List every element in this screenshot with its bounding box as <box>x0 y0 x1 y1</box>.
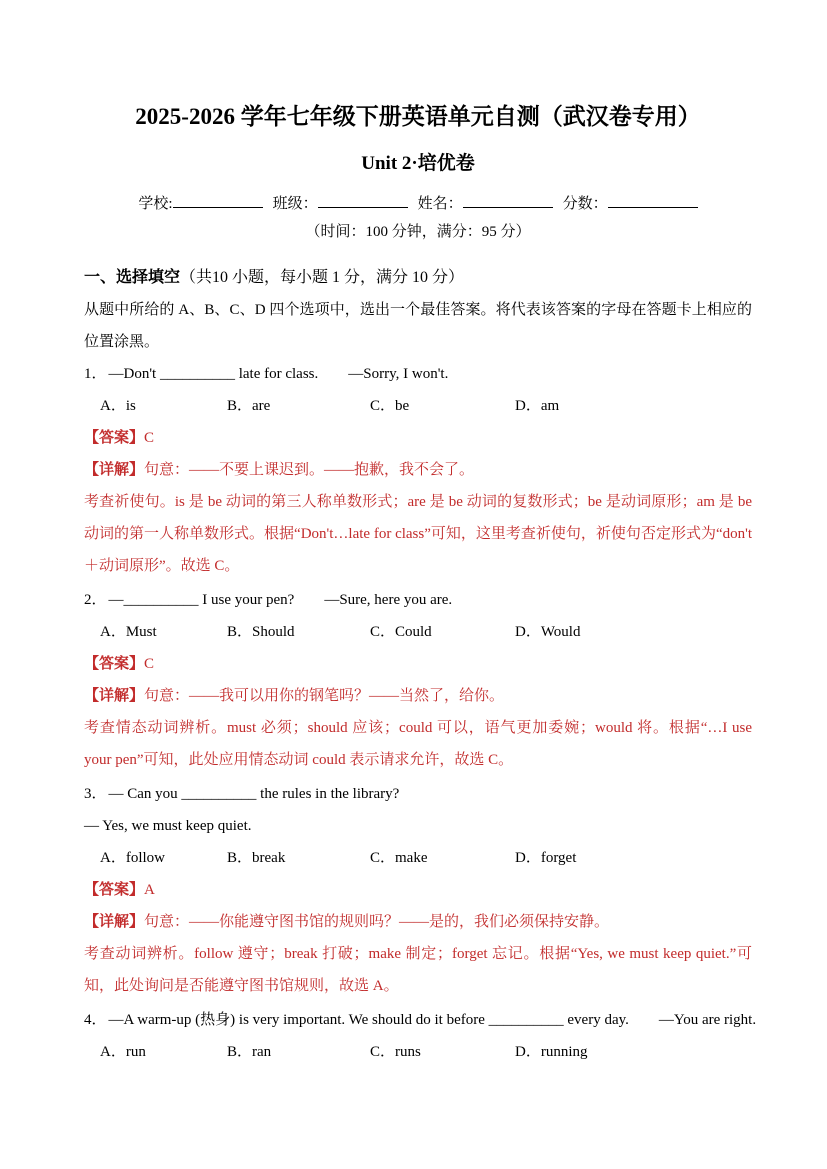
question-stem <box>84 584 752 616</box>
question-text: —A warm-up (热身) is very important. We should do it before __________ every day. —You are right. <box>108 1012 757 1028</box>
option-C: C．be <box>370 398 410 414</box>
answer-label: 【答案】 <box>84 430 145 446</box>
question-number: 4． <box>84 1012 107 1028</box>
question-block <box>84 358 752 582</box>
time-score-line: （时间：100 分钟，满分：95 分） <box>305 224 531 240</box>
question-text: —__________ I use your pen? —Sure, here you are. <box>108 592 453 608</box>
question-stem <box>84 1004 757 1036</box>
analysis-label: 【详解】 <box>84 688 145 704</box>
answer-label: 【答案】 <box>84 656 145 672</box>
option-D: D．Would <box>515 624 581 640</box>
question-number: 1． <box>84 366 107 382</box>
options-row <box>84 390 752 422</box>
analysis-intro: 句意：——你能遵守图书馆的规则吗？——是的，我们必须保持安静。 <box>144 914 610 930</box>
page-subtitle: Unit 2·培优卷 <box>361 153 475 174</box>
section-heading-title: 一、选择填空 <box>84 269 181 286</box>
options-row <box>84 616 752 648</box>
analysis-line <box>84 906 752 938</box>
option-A: A．Must <box>100 624 157 640</box>
section-heading <box>84 262 752 294</box>
question-number: 2． <box>84 592 107 608</box>
option-C: C．make <box>370 850 428 866</box>
options-row <box>84 842 752 874</box>
question-stem <box>84 778 752 810</box>
option-A: A．follow <box>100 850 165 866</box>
analysis-intro: 句意：——不要上课迟到。——抱歉，我不会了。 <box>144 462 475 478</box>
name-field <box>418 190 553 218</box>
option-B: B．break <box>227 850 286 866</box>
option-B: B．ran <box>227 1044 272 1060</box>
analysis-line <box>84 454 752 486</box>
name-label: 姓名： <box>417 196 463 212</box>
analysis-detail: 考查祈使句。is 是 be 动词的第三人称单数形式；are 是 be 动词的复数形式；be 是动词原形；am 是 be 动词的第一人称单数形式。根据“Don't…late for class”可知，这里考查祈使句，祈使句否定形式为“don't＋动词原形”。故选 C。 <box>84 494 752 574</box>
option-C: C．runs <box>370 1044 421 1060</box>
question-text: — Can you __________ the rules in the library? <box>108 786 400 802</box>
answer-value: A <box>144 882 155 898</box>
option-B: B．Should <box>227 624 295 640</box>
question-block <box>84 778 752 1002</box>
analysis-label: 【详解】 <box>84 462 145 478</box>
analysis-label: 【详解】 <box>84 914 145 930</box>
question-text: —Don't __________ late for class. —Sorry, I won't. <box>108 366 449 382</box>
score-blank <box>608 192 698 208</box>
option-D: D．running <box>515 1044 588 1060</box>
section-instructions: 从题中所给的 A、B、C、D 四个选项中，选出一个最佳答案。将代表该答案的字母在答题卡上相应的位置涂黑。 <box>84 302 752 350</box>
class-label: 班级： <box>272 196 318 212</box>
question-block <box>84 1004 757 1068</box>
section-heading-note: （共10 小题，每小题 1 分，满分 10 分） <box>180 269 465 286</box>
question-block <box>84 584 752 776</box>
question-number: 3． <box>84 786 107 802</box>
class-field <box>273 190 408 218</box>
option-D: D．am <box>515 398 560 414</box>
analysis-line <box>84 680 752 712</box>
answer-value: C <box>144 656 155 672</box>
option-A: A．is <box>100 398 136 414</box>
student-info-row <box>84 190 752 218</box>
page-title: 2025-2026 学年七年级下册英语单元自测（武汉卷专用） <box>135 104 701 129</box>
analysis-detail: 考查动词辨析。follow 遵守；break 打破；make 制定；forget 忘记。根据“Yes, we must keep quiet.”可知，此处询问是否能遵守图书馆规则，故选 A。 <box>84 946 752 994</box>
class-blank <box>318 192 408 208</box>
score-field <box>563 190 698 218</box>
option-A: A．run <box>100 1044 146 1060</box>
answer-value: C <box>144 430 155 446</box>
school-blank <box>173 192 263 208</box>
option-B: B．are <box>227 398 271 414</box>
score-label: 分数： <box>562 196 608 212</box>
answer-line <box>84 648 752 680</box>
options-row <box>84 1036 752 1068</box>
questions <box>84 358 757 1068</box>
answer-label: 【答案】 <box>84 882 145 898</box>
option-D: D．forget <box>515 850 577 866</box>
option-C: C．Could <box>370 624 432 640</box>
question-stem-2: — Yes, we must keep quiet. <box>84 818 252 834</box>
question-stem <box>84 358 752 390</box>
school-field <box>138 190 262 218</box>
name-blank <box>463 192 553 208</box>
analysis-detail: 考查情态动词辨析。must 必须；should 应该；could 可以，语气更加委婉；would 将。根据“…I use your pen”可知，此处应用情态动词 could 表示请求允许，故选 C。 <box>84 720 752 768</box>
analysis-intro: 句意：——我可以用你的钢笔吗？——当然了，给你。 <box>144 688 505 704</box>
answer-line <box>84 422 752 454</box>
answer-line <box>84 874 752 906</box>
school-label: 学校: <box>138 196 173 212</box>
